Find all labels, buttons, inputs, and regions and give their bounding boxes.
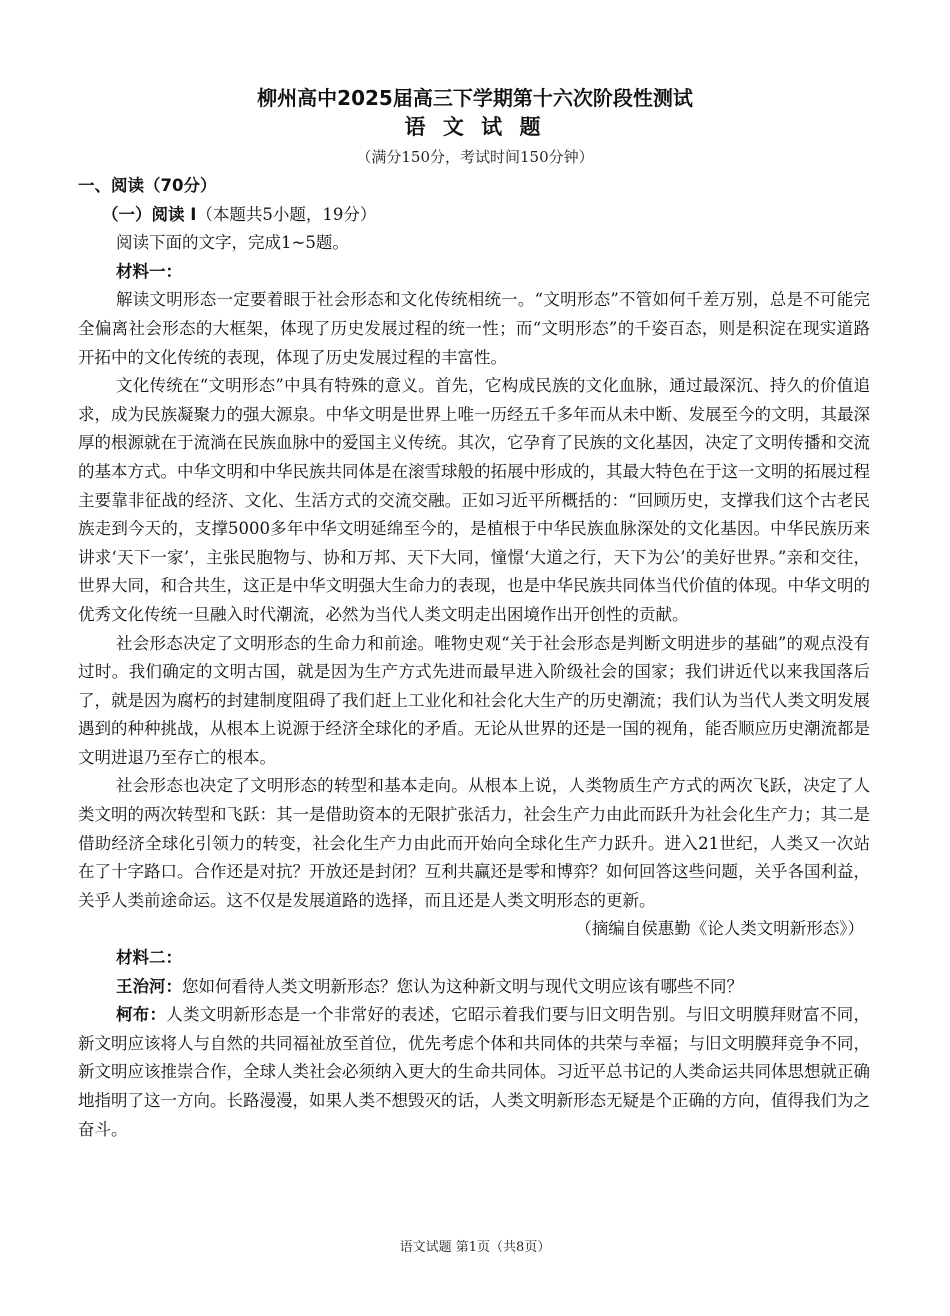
interview-question xyxy=(78,973,870,1002)
section-heading: 一、阅读（70分） xyxy=(78,176,217,195)
material1-label: 材料一： xyxy=(116,261,182,281)
exam-info: （满分150分，考试时间150分钟） xyxy=(356,148,594,166)
material2-label: 材料二： xyxy=(116,948,182,968)
part-label: （一）阅读 I xyxy=(102,204,197,224)
material1-source: （摘编自侯惠勤《论人类文明新形态》） xyxy=(575,919,864,939)
exam-subject-title: 语 文 试 题 xyxy=(404,115,546,139)
answer-text: 人类文明新形态是一个非常好的表述，它昭示着我们要与旧文明告别。与旧文明膜拜财富不同，新文明应该将人与自然的共同福祉放至首位，优先考虑个体和共同体的共荣与幸福；与旧文明膜拜竞争不同，新文明应该推崇合作，全球人类社会必须纳入更大的生命共同体。习近平总书记的人类命运共同体思想就正确地指明了这一方向。长路漫漫，如果人类不想毁灭的话，人类文明新形态无疑是个正确的方向，值得我们为之奋斗。 xyxy=(78,1005,871,1139)
material1-paragraph: 文化传统在“文明形态”中具有特殊的意义。首先，它构成民族的文化血脉，通过最深沉、持久的价值追求，成为民族凝聚力的强大源泉。中华文明是世界上唯一历经五千多年而从未中断、发展至今的文明，其最深厚的根源就在于流淌在民族血脉中的爱国主义传统。其次，它孕育了民族的文化基因，决定了文明传播和交流的基本方式。中华文明和中华民族共同体是在滚雪球般的拓展中形成的，其最大特色在于这一文明的拓展过程主要靠非征战的经济、文化、生活方式的交流交融。正如习近平所概括的：“回顾历史，支撑我们这个古老民族走到今天的，支撑5000多年中华文明延绵至今的，是植根于中华民族血脉深处的文化基因。中华民族历来讲求‘天下一家’，主张民胞物与、协和万邦、天下大同，憧憬‘大道之行，天下为公’的美好世界。”亲和交往，世界大同，和合共生，这正是中华文明强大生命力的表现，也是中华民族共同体当代价值的体现。中华文明的优秀文化传统一旦融入时代潮流，必然为当代人类文明走出困境作出开创性的贡献。 xyxy=(78,376,870,624)
answer-speaker: 柯布： xyxy=(116,1005,167,1025)
question-speaker: 王治河： xyxy=(116,976,182,996)
exam-school-title: 柳州高中2025届高三下学期第十六次阶段性测试 xyxy=(257,86,693,110)
material1-paragraph: 社会形态决定了文明形态的生命力和前途。唯物史观“关于社会形态是判断文明进步的基础”的观点没有过时。我们确定的文明古国，就是因为生产方式先进而最早进入阶级社会的国家；我们讲近代以来我国落后了，就是因为腐朽的封建制度阻碍了我们赶上工业化和社会化大生产的历史潮流；我们认为当代人类文明发展遇到的种种挑战，从根本上说源于经济全球化的矛盾。无论从世界的还是一国的视角，能否顺应历史潮流都是文明进退乃至存亡的根本。 xyxy=(78,633,870,767)
question-text: 您如何看待人类文明新形态？您认为这种新文明与现代文明应该有哪些不同？ xyxy=(182,976,743,996)
exam-body xyxy=(78,172,870,1144)
part-info: （本题共5小题，19分） xyxy=(196,204,377,224)
material1-paragraph: 社会形态也决定了文明形态的转型和基本走向。从根本上说，人类物质生产方式的两次飞跃，决定了人类文明的两次转型和飞跃：其一是借助资本的无限扩张活力，社会生产力由此而跃升为社会化生产力；其二是借助经济全球化引领力的转变，社会化生产力由此而开始向全球化生产力跃升。进入21世纪，人类又一次站在了十字路口。合作还是对抗？开放还是封闭？互利共赢还是零和博弈？如何回答这些问题，关乎各国利益，关乎人类前途命运。这不仅是发展道路的选择，而且还是人类文明形态的更新。 xyxy=(78,776,870,910)
instruction: 阅读下面的文字，完成1~5题。 xyxy=(116,233,349,253)
interview-answer xyxy=(78,1001,870,1144)
page-footer: 语文试题 第1页（共8页） xyxy=(399,1240,551,1255)
part-heading xyxy=(78,201,870,230)
material1-paragraph: 解读文明形态一定要着眼于社会形态和文化传统相统一。“文明形态”不管如何千差万别，总是不可能完全偏离社会形态的大框架，体现了历史发展过程的统一性；而“文明形态”的千姿百态，则是积淀在现实道路开拓中的文化传统的表现，体现了历史发展过程的丰富性。 xyxy=(78,290,870,367)
